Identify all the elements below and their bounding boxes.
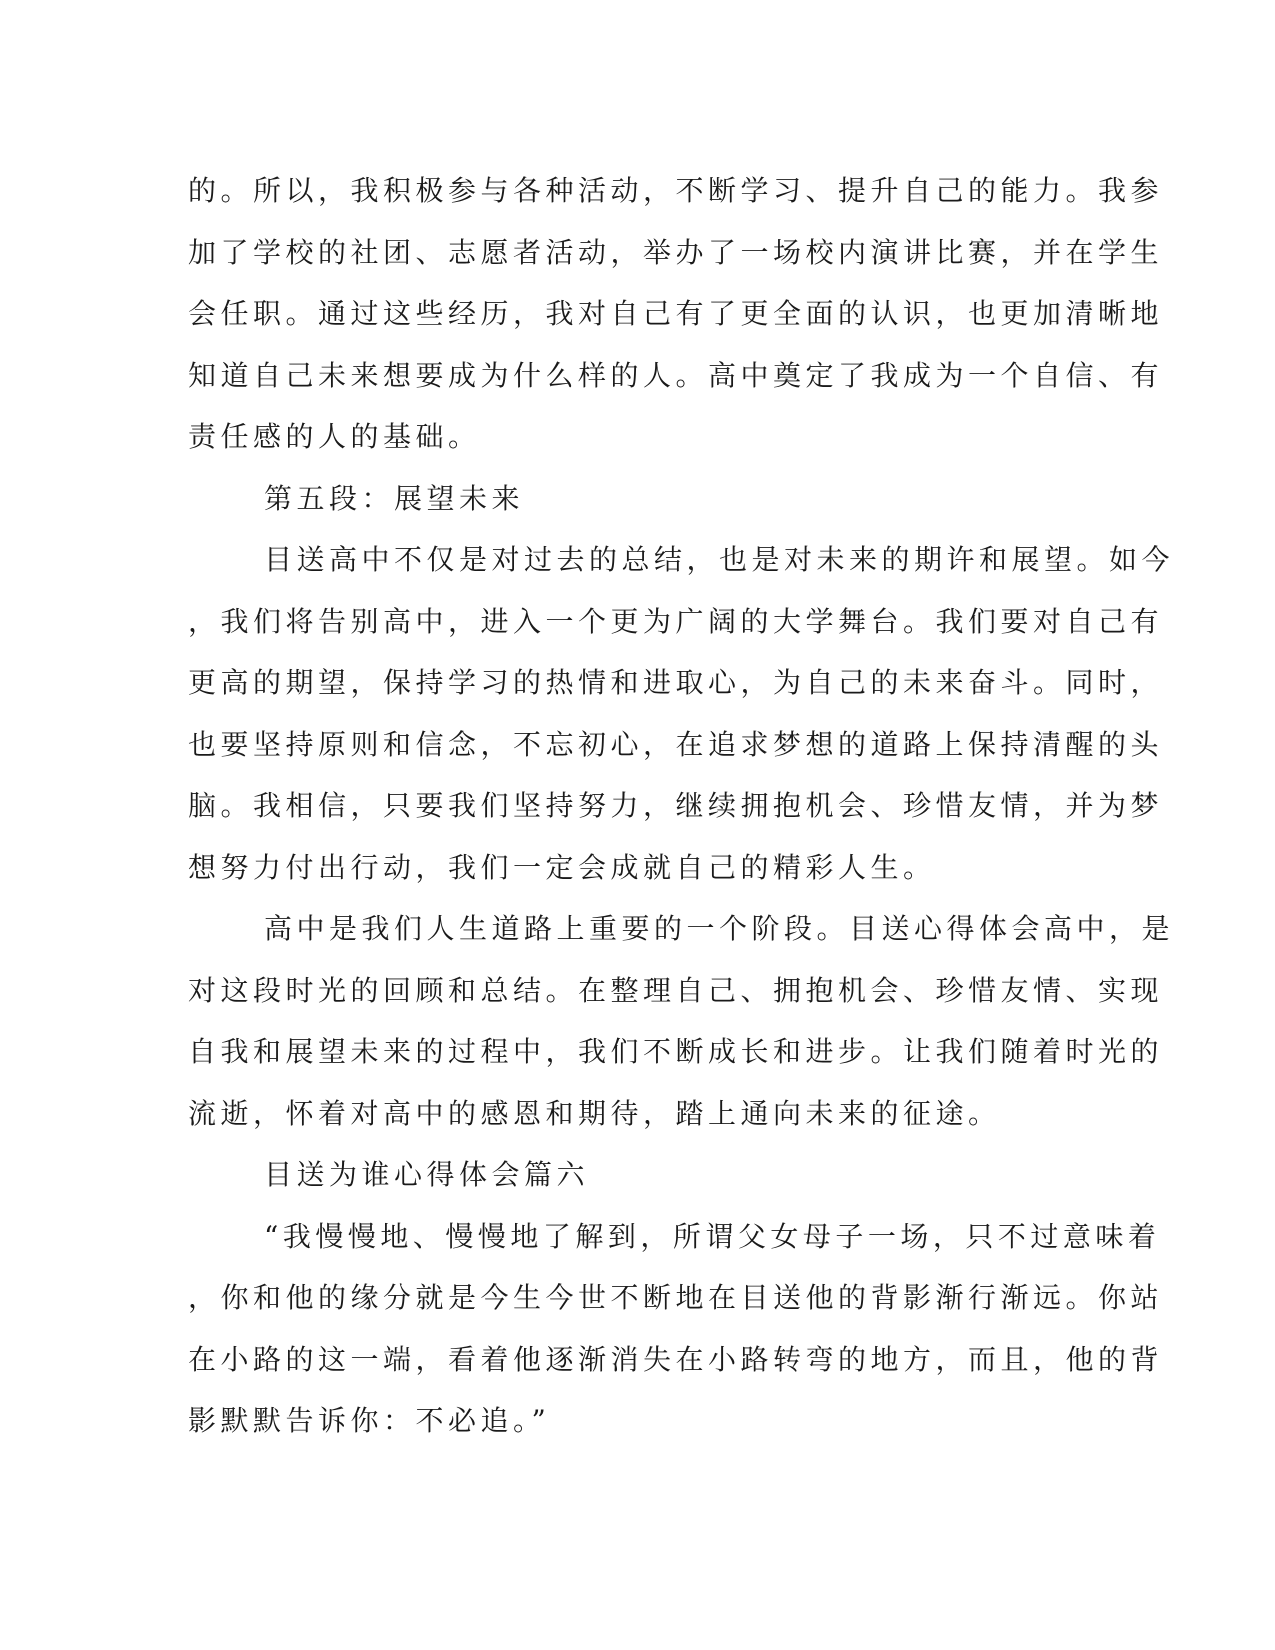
quote-line: 影默默告诉你：不必追。” (188, 1404, 551, 1437)
text-line: 脑。我相信，只要我们坚持努力，继续拥抱机会、珍惜友情，并为梦 (188, 789, 1164, 822)
section-heading: 第五段：展望未来 (264, 481, 525, 515)
quote-line: “我慢慢地、慢慢地了解到，所谓父女母子一场，只不过意味着 (264, 1219, 1161, 1253)
body-text (188, 160, 1175, 1452)
text-line: 流逝，怀着对高中的感恩和期待，踏上通向未来的征途。 (188, 1096, 1001, 1130)
text-line: 责任感的人的基础。 (188, 420, 481, 453)
text-line: ，我们将告别高中，进入一个更为广阔的大学舞台。我们要对自己有 (188, 604, 1164, 638)
text-line: 自我和展望未来的过程中，我们不断成长和进步。让我们随着时光的 (188, 1035, 1164, 1068)
text-line: 的。所以，我积极参与各种活动，不断学习、提升自己的能力。我参 (188, 174, 1164, 207)
quote-line: ，你和他的缘分就是今生今世不断地在目送他的背影渐行渐远。你站 (188, 1281, 1164, 1314)
text-line: 高中是我们人生道路上重要的一个阶段。目送心得体会高中，是 (264, 912, 1175, 945)
text-line: 会任职。通过这些经历，我对自己有了更全面的认识，也更加清晰地 (188, 297, 1164, 330)
text-line: 对这段时光的回顾和总结。在整理自己、拥抱机会、珍惜友情、实现 (188, 973, 1164, 1007)
text-line: 加了学校的社团、志愿者活动，举办了一场校内演讲比赛，并在学生 (188, 235, 1164, 269)
text-line: 目送高中不仅是对过去的总结，也是对未来的期许和展望。如今 (264, 543, 1175, 576)
quote-line: 在小路的这一端，看着他逐渐消失在小路转弯的地方，而且，他的背 (188, 1342, 1164, 1376)
text-line: 想努力付出行动，我们一定会成就自己的精彩人生。 (188, 850, 936, 884)
section-title: 目送为谁心得体会篇六 (264, 1158, 590, 1191)
text-line: 知道自己未来想要成为什么样的人。高中奠定了我成为一个自信、有 (188, 358, 1164, 392)
text-line: 也要坚持原则和信念，不忘初心，在追求梦想的道路上保持清醒的头 (188, 727, 1164, 761)
text-line: 更高的期望，保持学习的热情和进取心，为自己的未来奋斗。同时， (188, 666, 1164, 699)
